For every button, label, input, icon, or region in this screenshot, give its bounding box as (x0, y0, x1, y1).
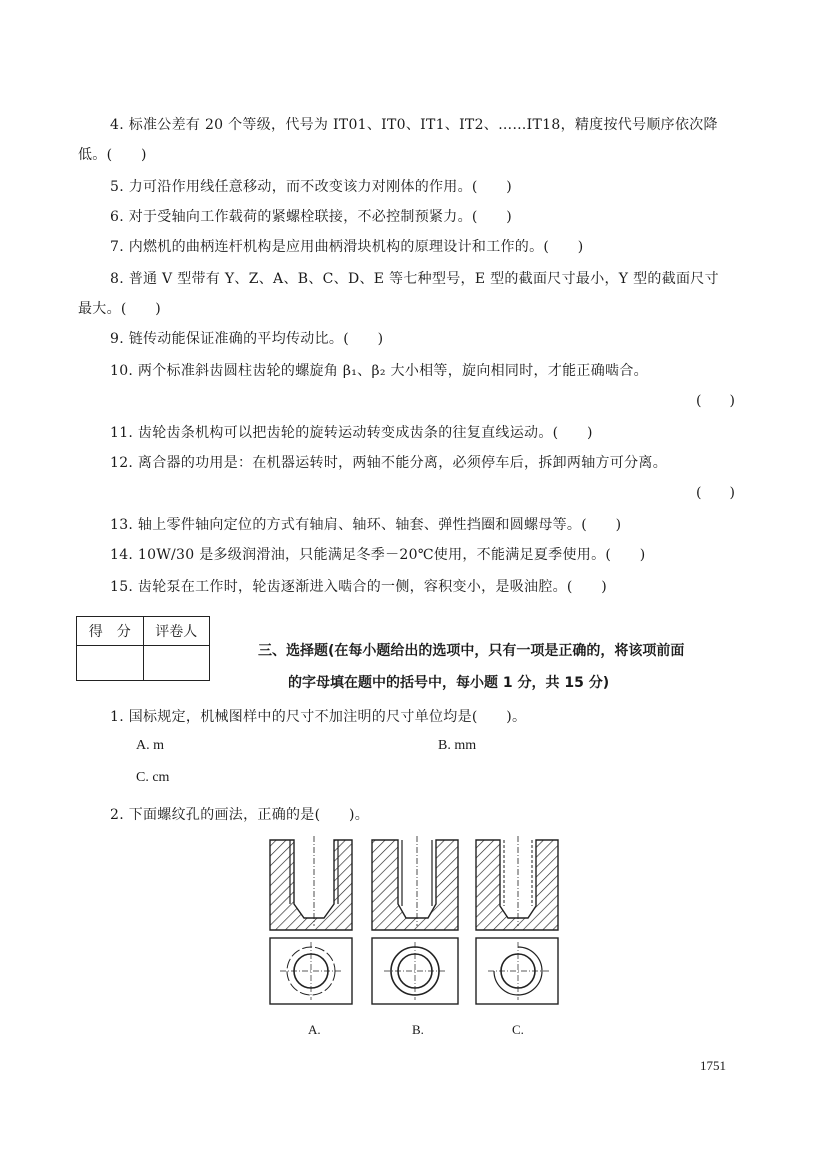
score-table (76, 616, 210, 681)
q15: 15. 齿轮泵在工作时，轮齿逐渐进入啮合的一侧，容积变小，是吸油腔。( ) (110, 579, 608, 595)
score-cell (77, 646, 144, 681)
choice-q1-stem: 1. 国标规定，机械图样中的尺寸不加注明的尺寸单位均是( )。 (110, 709, 527, 725)
q4-line1: 4. 标准公差有 20 个等级，代号为 IT01、IT0、IT1、IT2、……IT18，精度按代号顺序依次降 (110, 117, 718, 133)
q9: 9. 链传动能保证准确的平均传动比。( ) (110, 331, 384, 347)
q13: 13. 轴上零件轴向定位的方式有轴肩、轴环、轴套、弹性挡圈和圆螺母等。( ) (110, 517, 622, 533)
figure-a (270, 836, 352, 1004)
q6: 6. 对于受轴向工作载荷的紧螺栓联接，不必控制预紧力。( ) (110, 209, 513, 225)
grader-cell (143, 646, 210, 681)
choice-q1-option-b: B. mm (438, 738, 477, 753)
page-number: 1751 (700, 1058, 726, 1073)
q12-line1: 12. 离合器的功用是：在机器运转时，两轴不能分离，必须停车后，拆卸两轴方可分离。 (110, 455, 668, 471)
q12-paren: ( ) (696, 485, 735, 501)
section3-title-line2: 的字母填在题中的括号中，每小题 1 分，共 15 分) (288, 675, 610, 691)
figure-b (372, 836, 458, 1004)
q10-paren: ( ) (696, 393, 735, 409)
q5: 5. 力可沿作用线任意移动，而不改变该力对刚体的作用。( ) (110, 179, 513, 195)
choice-q1-option-a: A. m (136, 738, 164, 753)
q7: 7. 内燃机的曲柄连杆机构是应用曲柄滑块机构的原理设计和工作的。( ) (110, 239, 584, 255)
q8-line1: 8. 普通 V 型带有 Y、Z、A、B、C、D、E 等七种型号，E 型的截面尺寸最小，Y 型的截面尺寸 (110, 271, 719, 287)
q8-line2: 最大。( ) (78, 301, 162, 317)
choice-q1-option-c: C. cm (136, 770, 170, 785)
score-header: 得 分 (77, 617, 144, 646)
q14: 14. 10W/30 是多级润滑油，只能满足冬季－20℃使用，不能满足夏季使用。( ) (110, 547, 646, 563)
q4-line2: 低。( ) (78, 147, 147, 163)
section3-title-line1: 三、选择题(在每小题给出的选项中，只有一项是正确的，将该项前面 (258, 643, 685, 659)
thread-hole-figure (262, 834, 562, 1010)
figure-c (476, 836, 558, 1004)
figure-label-c: C. (512, 1022, 524, 1037)
q11: 11. 齿轮齿条机构可以把齿轮的旋转运动转变成齿条的往复直线运动。( ) (110, 425, 593, 441)
choice-q2-stem: 2. 下面螺纹孔的画法，正确的是( )。 (110, 807, 370, 823)
figure-label-b: B. (412, 1022, 424, 1037)
figure-label-a: A. (308, 1022, 321, 1037)
q10-line1: 10. 两个标准斜齿圆柱齿轮的螺旋角 β₁、β₂ 大小相等，旋向相同时，才能正确啮合。 (110, 363, 648, 379)
grader-header: 评卷人 (143, 617, 210, 646)
